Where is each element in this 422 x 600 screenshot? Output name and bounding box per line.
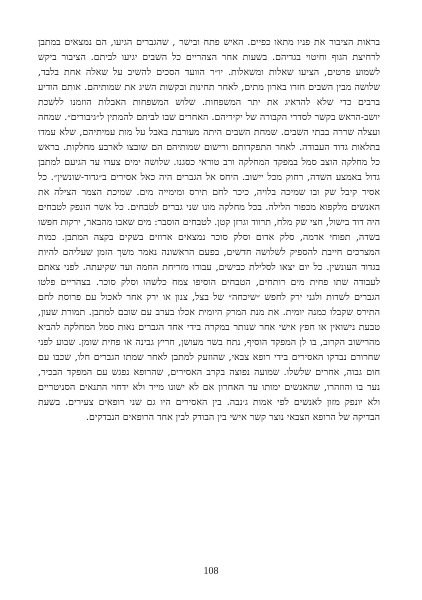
page-number: 108 [203,566,219,577]
body-paragraph: בראות הציבור את פניו מתאו כפיים. האיש פתח ובישר , שהגברים הגיעו, הם נמצאים במתבן לרחיצת הגוף וחיטוי בגדיהם. בשעות אחר הצהריים כל השבים יגיעו לביתם. הציבור ביקש לשמוע פרטים, הציעו שאלות ומשאלות. יו״ר הוועד הסכים להשיב על שאלה אחת בלבד, שלושה מבין השבים חזרו בארון מתים, לאחר תחינות ובקשות השיג את שמותיהם. אותם הודיע ברבים כדי שלא להדאיג את יתר המשפחות. שלוש המשפחות האבלות הוזמנו ללשכת יושב-הראש בקשר לסדרי הקבורה של יקיריהם. האחרים שבו לביתם להמתין ל״גיבורים״. שמחה ועצלה שררה בבתי השבים. שמחת השבים היתה מעורבת באבל על מות עמיתיהם, שלא עמדו בתלאות גדוד העבודה. לאחר התפקדותם ורישום שמותיהם הם שובצו לארבע מחלקות. בראש כל מחלקה הוצב סמל במפקד המחלקה ורב טוראי כסגנו. שלושה ימים צעדו עד הגיעם למתבן גדול באמצע השדה, רחוק מכל יישוב. היחס אל הגברים היה כאל אסירים ב״גדוד-שונשין״. כל אסיר קיבל שק ובו שמיכה בלויה, כיכר לחם תירס ומימייה מים. שמיכת הצמר הצילה את האנשים מלקפוא מכפור הלילה. בכל מחלקה מונו שני גברים לטבחים. כל אשר הונפק לטבחים היה דוד בישול, חצי שק מלח, תרווד וגרזן קטן. לטבחים הוסבר: מים שאבו מהבאר, ירקות חפשו בשדה, תפוחי אדמה, סלק אדום וסלק סוכר נמצאים ארוזים בשקים בקצה המתבן. כמות המצרכים חייבת להספיק לשלושה חדשים, בפעם הראשונה נאמר משך הזמן שעליהם להיות בגדוד העונשין. כל יום יצאו לסלילת כבישים, עבודו מזריחת החמה ועד שקיעתה. לפני צאתם לעבודה שתו פחית מים רותחים, הטבחים הוסיפו צמח כלשהו וסלק סוכר. בצהריים פלטו הגברים לשדות ולגני ירק לחפש ״שיכחה״ של בצל, צנון או ירק אחר לאכול עם פרוסת לחם התירס שקבלו כמנה יומית. את מנת המרק היומית אכלו בערב עם שובם למתבן. תמורת שעון, טבעת נישואין או חפץ אישי אחר שנותר במקרה בידי אחד הגברים נאות סמל המחלקה להביא מהרישוב הקרוב, בו לן המפקד הוסיף, נתח בשר מעושן, חריץ גבינה או פחית שומן. שבוע לפני שחרורם נבדקו האסירים בידי רופא צבאי, שהוזעק למתבן לאחר שמתו הגברים חלו, שכבו עם חום גבוה, אחרים שלשלו. שמועה נפוצה בקרב האסירים, שהרופא נפגש עם המפקד הבכיר, נער בו והוזהרו, שהאנשים ימותו עד האחרון אם לא ישונו מייד ולא ידחוי התנאים הסניטריים ולא יונפק מזון לאנשים לפי אמות ג׳נבה. בין האסירים היו גם שני רופאים צעירים. בשעת הבדיקה של הרופא הצבאי נוצר קשר אישי בין הבודק לבין אחד הרופאים הנבדקים. [38,37,380,423]
document-page [38,35,380,555]
